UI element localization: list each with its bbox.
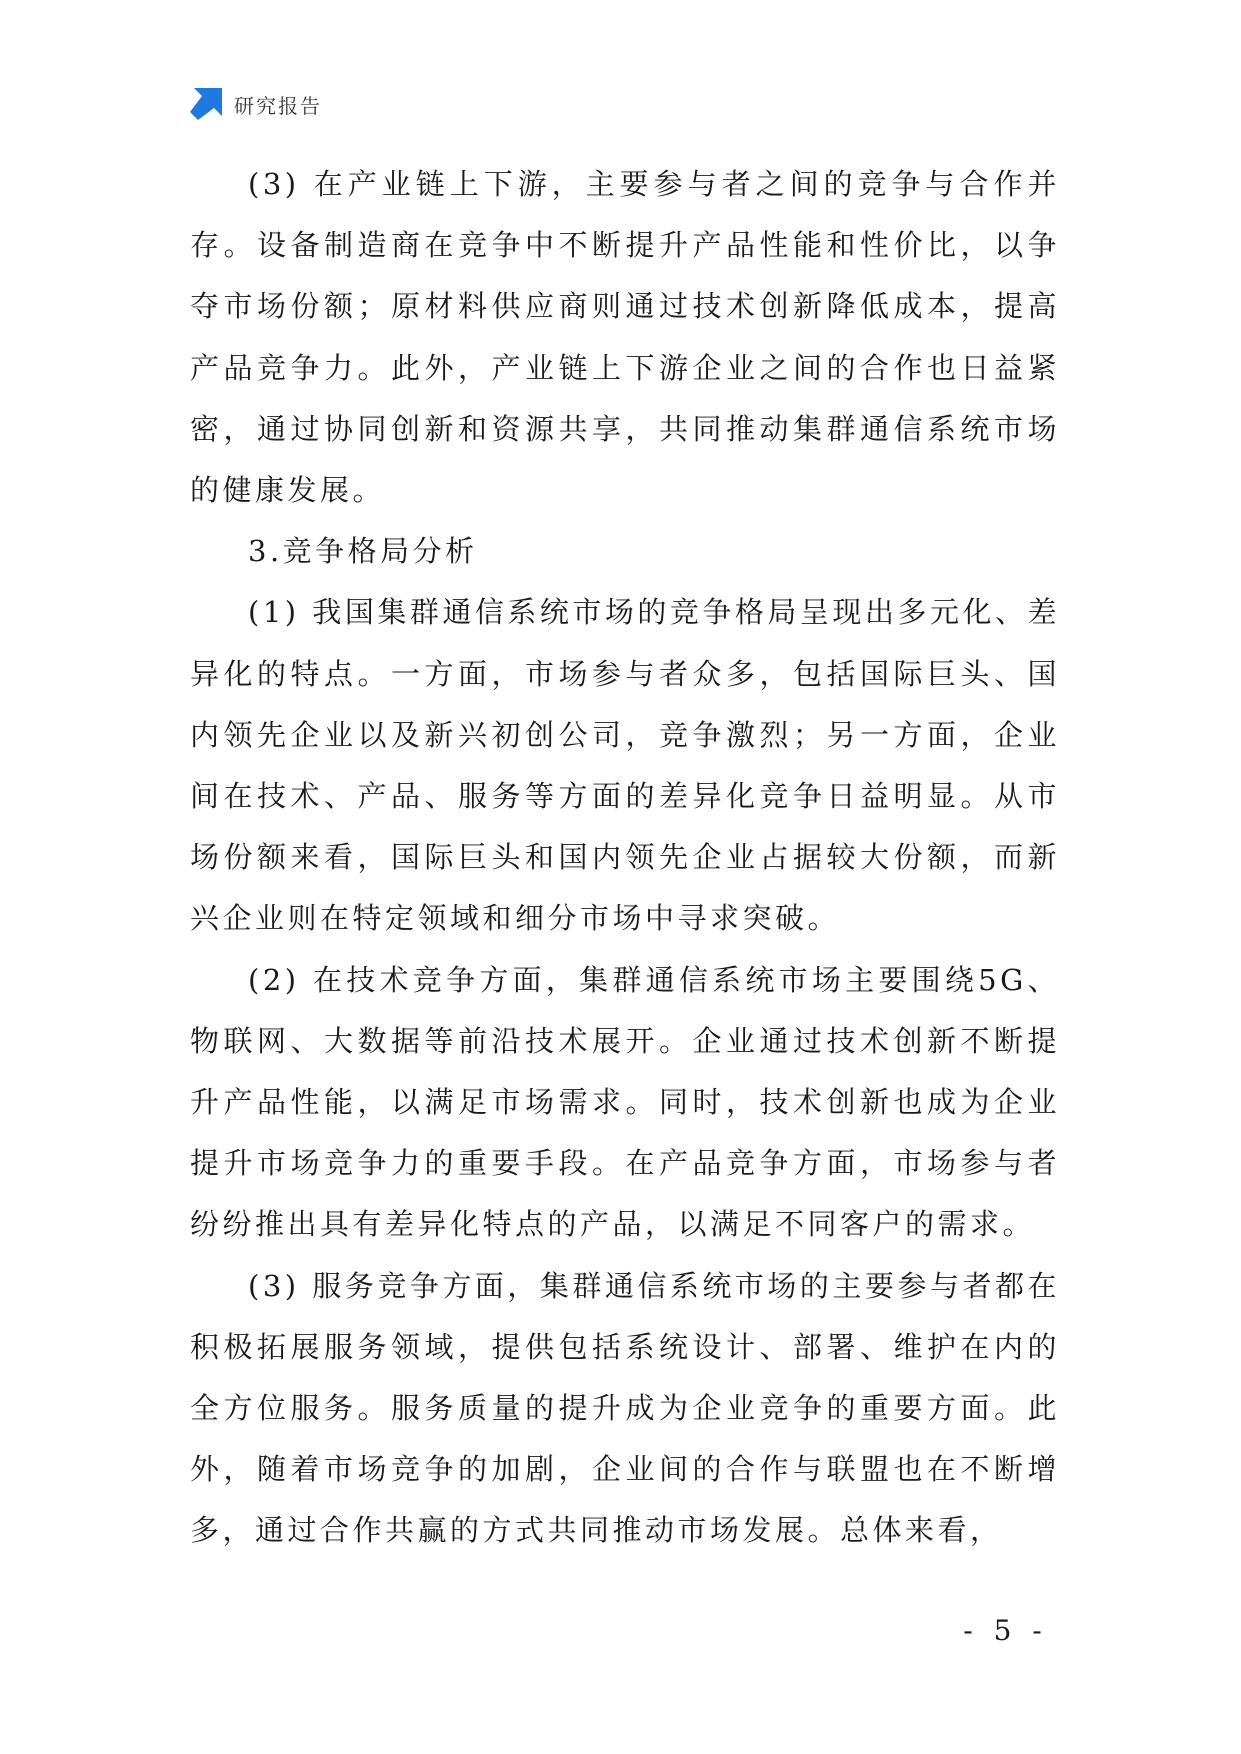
page-number: - 5 - xyxy=(963,1614,1048,1647)
arrow-up-right-icon xyxy=(190,88,222,120)
report-label: 研究报告 xyxy=(234,93,322,118)
paragraph-technology-competition: (2) 在技术竞争方面，集群通信系统市场主要围绕5G、物联网、大数据等前沿技术展开。企业通过技术创新不断提升产品性能，以满足市场需求。同时，技术创新也成为企业提升市场竞争力的重要手段。在产品竞争方面，市场参与者纷纷推出具有差异化特点的产品，以满足不同客户的需求。 xyxy=(190,962,1060,1242)
section-heading: 3.竞争格局分析 xyxy=(248,534,478,569)
paragraph-service-competition: (3) 服务竞争方面，集群通信系统市场的主要参与者都在积极拓展服务领域，提供包括系统设计、部署、维护在内的全方位服务。服务质量的提升成为企业竞争的重要方面。此外，随着市场竞争的加剧，企业间的合作与联盟也在不断增多，通过合作共赢的方式共同推动市场发展。总体来看， xyxy=(190,1268,1060,1548)
paragraph-industry-chain: (3) 在产业链上下游，主要参与者之间的竞争与合作并存。设备制造商在竞争中不断提升产品性能和性价比，以争夺市场份额；原材料供应商则通过技术创新降低成本，提高产品竞争力。此外，产业链上下游企业之间的合作也日益紧密，通过协同创新和资源共享，共同推动集群通信系统市场的健康发展。 xyxy=(190,167,1060,508)
document-body xyxy=(190,154,1060,1562)
document-header xyxy=(190,88,322,120)
paragraph-competition-landscape: (1) 我国集群通信系统市场的竞争格局呈现出多元化、差异化的特点。一方面，市场参与者众多，包括国际巨头、国内领先企业以及新兴初创公司，竞争激烈；另一方面，企业间在技术、产品、服务等方面的差异化竞争日益明显。从市场份额来看，国际巨头和国内领先企业占据较大份额，而新兴企业则在特定领域和细分市场中寻求突破。 xyxy=(190,595,1060,936)
